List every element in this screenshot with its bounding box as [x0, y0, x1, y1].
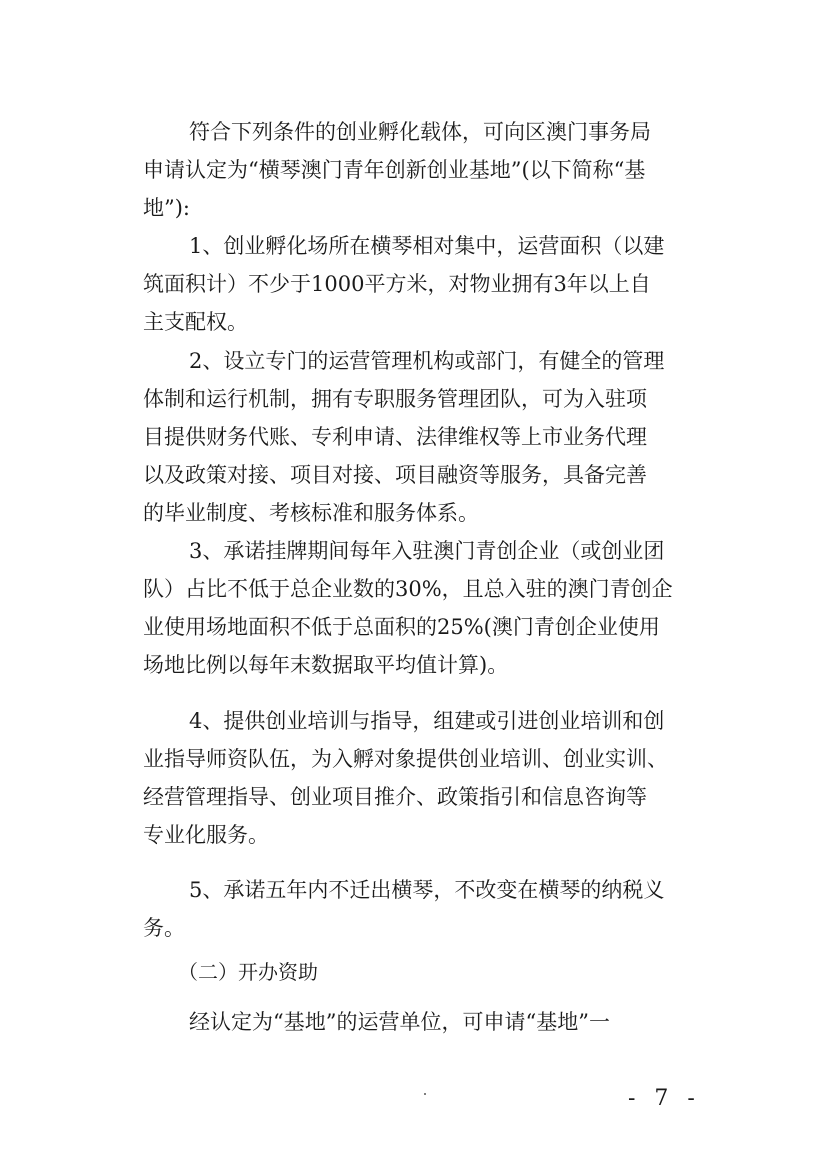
text-line: 符合下列条件的创业孵化载体，可向区澳门事务局: [189, 120, 651, 144]
item-2-line-4: [0, 455, 827, 495]
item-3-line-1: [0, 531, 827, 571]
item-2-line-3: [0, 417, 827, 457]
text-line: 目提供财务代账、专利申请、法律维权等上市业务代理: [143, 425, 647, 449]
text-line: 申请认定为“横琴澳门青年创新创业基地”(以下简称“基: [143, 158, 646, 182]
item-1-line-1: [0, 226, 827, 266]
item-4-line-4: [0, 815, 827, 855]
item-2-line-1: [0, 341, 827, 381]
text-line: 4、提供创业培训与指导，组建或引进创业培训和创: [189, 709, 665, 733]
item-4-line-3: [0, 777, 827, 817]
text-line: 1、创业孵化场所在横琴相对集中，运营面积（以建: [189, 234, 665, 258]
item-3-line-4: [0, 645, 827, 685]
text-line: 务。: [143, 916, 185, 940]
text-line: 专业化服务。: [143, 823, 269, 847]
text-line: 3、承诺挂牌期间每年入驻澳门青创企业（或创业团: [189, 539, 665, 563]
text-line: 5、承诺五年内不迁出横琴，不改变在横琴的纳税义: [189, 878, 665, 902]
final-paragraph-line-1: [0, 1002, 827, 1042]
text-line: 业指导师资队伍，为入孵对象提供创业培训、创业实训、: [143, 747, 668, 771]
item-1-line-3: [0, 302, 827, 342]
text-line: 队）占比不低于总企业数的30%，且总入驻的澳门青创企: [143, 577, 673, 601]
text-line: 经营管理指导、创业项目推介、政策指引和信息咨询等: [143, 785, 647, 809]
paragraph-1-line-2: [0, 150, 827, 190]
section-heading: [0, 952, 827, 992]
text-line: 经认定为“基地”的运营单位，可申请“基地”一: [189, 1010, 610, 1034]
page-number: - 7 -: [628, 1086, 701, 1111]
text-line: 2、设立专门的运营管理机构或部门，有健全的管理: [189, 349, 665, 373]
text-line: 体制和运行机制，拥有专职服务管理团队，可为入驻项: [143, 387, 647, 411]
item-1-line-2: [0, 264, 827, 304]
text-line: 主支配权。: [143, 310, 248, 334]
text-line: 筑面积计）不少于1000平方米，对物业拥有3年以上自: [143, 272, 651, 296]
text-line: 地”):: [143, 196, 191, 220]
item-5-line-1: [0, 870, 827, 910]
heading-text: （二）开办资助: [178, 960, 318, 984]
item-4-line-2: [0, 739, 827, 779]
text-line: 的毕业制度、考核标准和服务体系。: [143, 501, 479, 525]
footer-dot: [424, 1093, 426, 1095]
item-3-line-3: [0, 607, 827, 647]
item-4-line-1: [0, 701, 827, 741]
paragraph-1-line-3: [0, 188, 827, 228]
item-3-line-2: [0, 569, 827, 609]
text-line: 业使用场地面积不低于总面积的25%(澳门青创企业使用: [143, 615, 660, 639]
paragraph-1-line-1: [0, 112, 827, 152]
item-2-line-5: [0, 493, 827, 533]
item-2-line-2: [0, 379, 827, 419]
item-5-line-2: [0, 908, 827, 948]
text-line: 以及政策对接、项目对接、项目融资等服务，具备完善: [143, 463, 647, 487]
text-line: 场地比例以每年末数据取平均值计算)。: [143, 653, 509, 677]
